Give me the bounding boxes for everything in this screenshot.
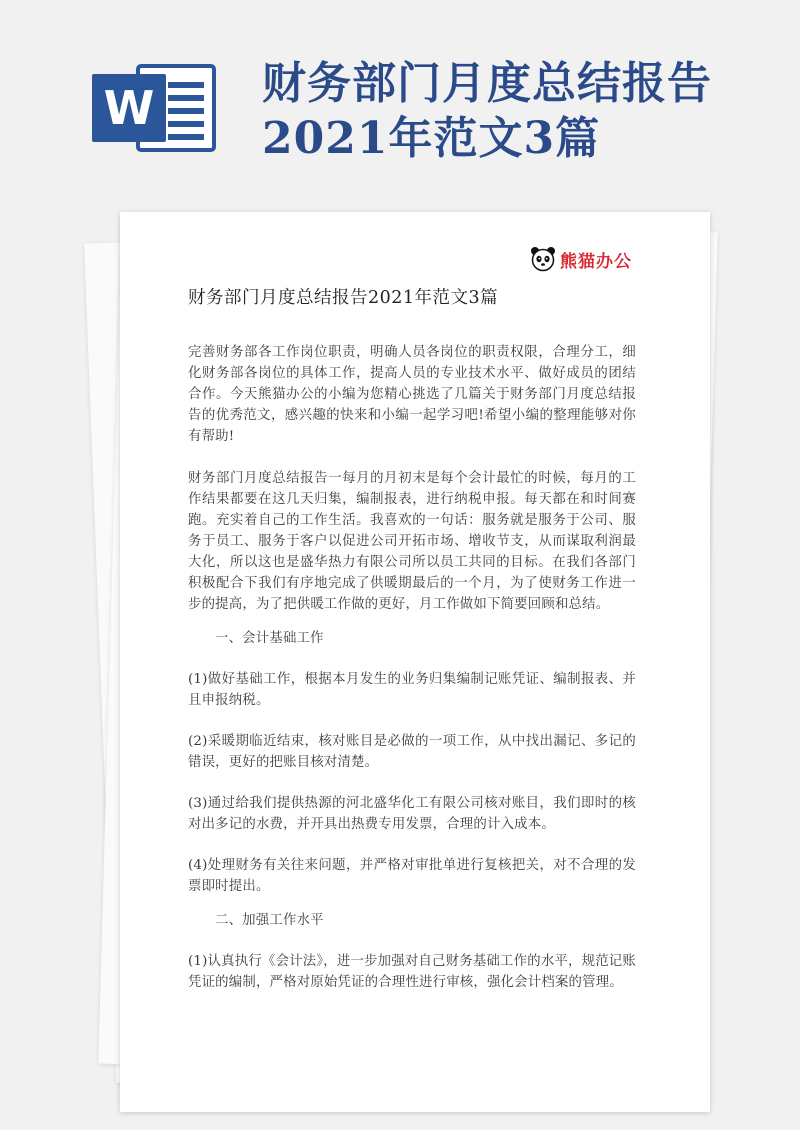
brand-logo xyxy=(530,246,632,272)
summary-paragraph: 财务部门月度总结报告一每月的月初末是每个会计最忙的时候，每月的工作结果都要在这几天归集，编制报表，进行纳税申报。每天都在和时间赛跑。充实着自己的工作生活。我喜欢的一句话：服务就是服务于公司、服务于员工、服务于客户以促进公司开拓市场、增收节支，从而谋取利润最大化，所以这也是盛华热力有限公司所以员工共同的目标。在我们各部门积极配合下我们有序地完成了供暖期最后的一个月，为了使财务工作进一步的提高，为了把供暖工作做的更好，月工作做如下简要回顾和总结。 xyxy=(188,471,636,612)
document-body xyxy=(188,342,636,993)
header-banner xyxy=(0,0,800,200)
section-heading: 一、会计基础工作 xyxy=(215,631,324,646)
list-item: (1)做好基础工作，根据本月发生的业务归集编制记账凭证、编制报表、并且申报纳税。 xyxy=(188,672,636,708)
header-title: 财务部门月度总结报告2021年范文3篇 xyxy=(262,58,712,164)
section-heading: 二、加强工作水平 xyxy=(215,913,324,928)
list-item: (1)认真执行《会计法》，进一步加强对自己财务基础工作的水平，规范记账凭证的编制，严格对原始凭证的合理性进行审核，强化会计档案的管理。 xyxy=(188,954,636,990)
document-title: 财务部门月度总结报告2021年范文3篇 xyxy=(188,288,499,308)
list-item: (4)处理财务有关往来问题，并严格对审批单进行复核把关，对不合理的发票即时提出。 xyxy=(188,858,636,894)
word-icon-letter: W xyxy=(103,81,155,135)
document-page xyxy=(120,212,710,1112)
list-item: (3)通过给我们提供热源的河北盛华化工有限公司核对账目，我们即时的核对出多记的水费，并开具出热费专用发票，合理的计入成本。 xyxy=(188,796,636,832)
word-document-icon xyxy=(92,62,220,154)
list-item: (2)采暖期临近结束，核对账目是必做的一项工作，从中找出漏记、多记的错误，更好的把账目核对清楚。 xyxy=(188,734,636,770)
panda-icon xyxy=(530,246,556,272)
intro-paragraph: 完善财务部各工作岗位职责，明确人员各岗位的职责权限，合理分工，细化财务部各岗位的具体工作，提高人员的专业技术水平、做好成员的团结合作。今天熊猫办公的小编为您精心挑选了几篇关于财务部门月度总结报告的优秀范文，感兴趣的快来和小编一起学习吧!希望小编的整理能够对你有帮助! xyxy=(188,345,636,444)
brand-name: 熊猫办公 xyxy=(560,251,632,272)
